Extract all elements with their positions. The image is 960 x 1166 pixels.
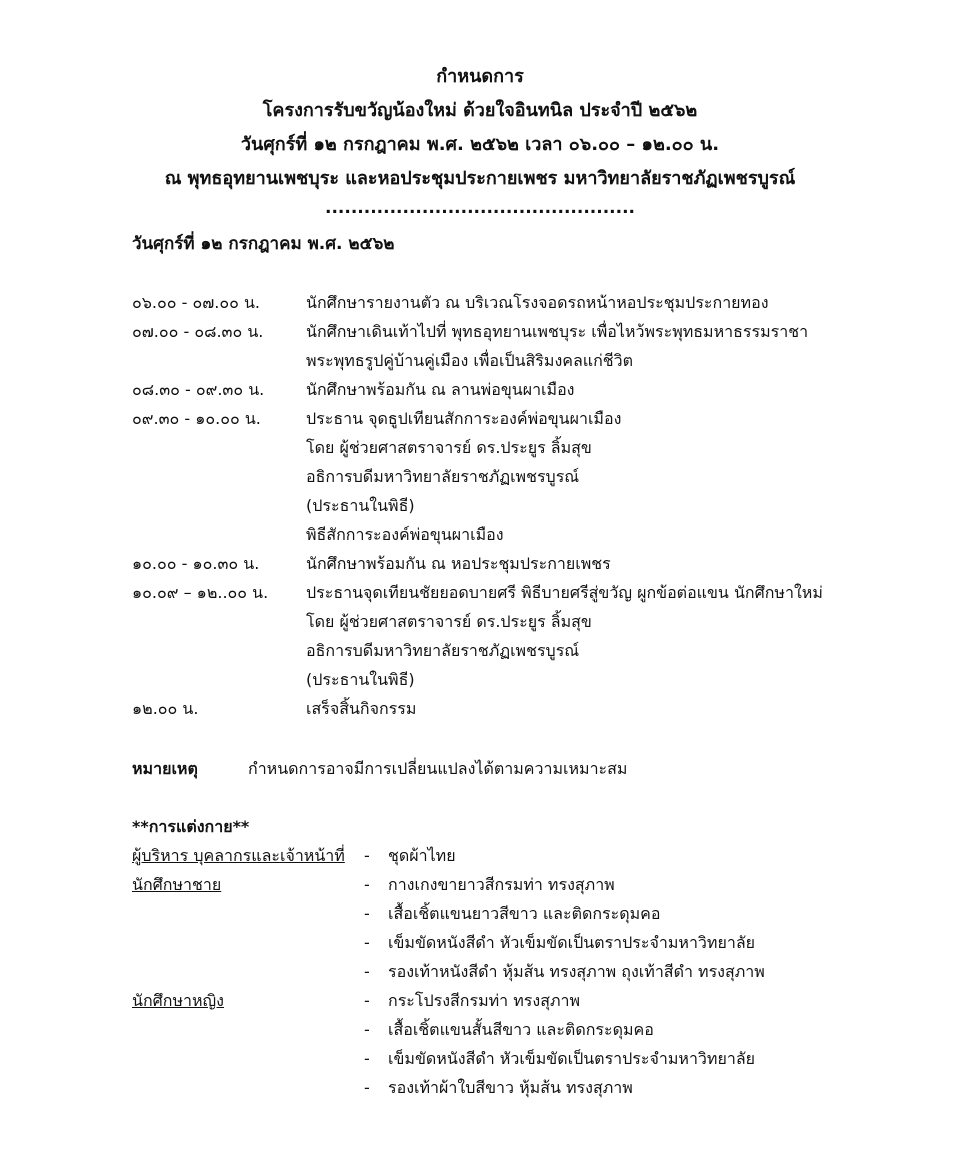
schedule-row	[132, 288, 932, 317]
schedule-description	[306, 694, 932, 723]
dotted-divider: ................................................	[325, 198, 635, 218]
dress-code-row	[132, 870, 932, 899]
schedule-line: โดย ผู้ช่วยศาสตราจารย์ ดร.ประยูร ลิ้มสุข	[306, 612, 592, 631]
dress-code-row	[132, 928, 932, 957]
schedule-time: ๐๙.๓๐ - ๑๐.๐๐ น.	[132, 409, 261, 428]
schedule-line: (ประธานในพิธี)	[306, 670, 415, 689]
schedule-line: นักศึกษาเดินเท้าไปที่ พุทธอุทยานเพชบุระ เพื่อไหว้พระพุทธมหาธรรมราชา	[306, 322, 809, 341]
schedule-row	[132, 375, 932, 404]
note-row	[132, 754, 627, 783]
schedule-line: อธิการบดีมหาวิทยาลัยราชภัฏเพชรบูรณ์	[306, 641, 580, 660]
dress-code-dash: -	[364, 846, 370, 865]
schedule-row	[132, 549, 932, 578]
dress-code-row	[132, 1073, 932, 1102]
title-line-4: ณ พุทธอุทยานเพชบุระ และหอประชุมประกายเพชร มหาวิทยาลัยราชภัฏเพชรบูรณ์	[164, 168, 796, 189]
schedule-time: ๐๖.๐๐ - ๐๗.๐๐ น.	[132, 293, 261, 312]
dress-code-item: เข็มขัดหนังสีดำ หัวเข็มขัดเป็นตราประจำมหาวิทยาลัย	[388, 933, 755, 952]
title-line-3: วันศุกร์ที่ ๑๒ กรกฎาคม พ.ศ. ๒๕๖๒ เวลา ๐๖.๐๐ – ๑๒.๐๐ น.	[240, 134, 720, 155]
dress-code-dash: -	[364, 1020, 370, 1039]
schedule-time: ๑๐.๐๙ – ๑๒..๐๐ น.	[132, 583, 269, 602]
schedule-description	[306, 375, 932, 404]
schedule-line: นักศึกษาพร้อมกัน ณ ลานพ่อขุนผาเมือง	[306, 380, 575, 399]
schedule-line: พระพุทธรูปคู่บ้านคู่เมือง เพื่อเป็นสิริมงคลแก่ชีวิต	[306, 351, 633, 370]
dress-code-item: เข็มขัดหนังสีดำ หัวเข็มขัดเป็นตราประจำมหาวิทยาลัย	[388, 1049, 755, 1068]
schedule-line: พิธีสักการะองค์พ่อขุนผาเมือง	[306, 525, 504, 544]
dress-code-dash: -	[364, 1049, 370, 1068]
schedule-line: นักศึกษารายงานตัว ณ บริเวณโรงจอดรถหน้าหอประชุมประกายทอง	[306, 293, 769, 312]
dress-code-category: ผู้บริหาร บุคลากรและเจ้าหน้าที่	[132, 846, 345, 865]
schedule-list	[132, 288, 932, 723]
dress-code-dash: -	[364, 904, 370, 923]
schedule-description	[306, 317, 932, 375]
dress-code-row	[132, 986, 932, 1015]
dress-code-item: รองเท้าหนังสีดำ หุ้มส้น ทรงสุภาพ ถุงเท้าสีดำ ทรงสุภาพ	[388, 962, 765, 981]
schedule-line: ประธานจุดเทียนชัยยอดบายศรี พิธีบายศรีสู่ขวัญ ผูกข้อต่อแขน นักศึกษาใหม่	[306, 583, 823, 602]
dress-code-item: เสื้อเชิ้ตแขนยาวสีขาว และติดกระดุมคอ	[388, 904, 661, 923]
dress-code-category: นักศึกษาหญิง	[132, 991, 224, 1010]
dress-code-item: ชุดผ้าไทย	[388, 846, 456, 865]
dress-code-dash: -	[364, 875, 370, 894]
dress-code-row	[132, 1015, 932, 1044]
schedule-line: อธิการบดีมหาวิทยาลัยราชภัฏเพชรบูรณ์	[306, 467, 580, 486]
dress-code-row	[132, 1044, 932, 1073]
date-heading: วันศุกร์ที่ ๑๒ กรกฎาคม พ.ศ. ๒๕๖๒	[132, 234, 395, 254]
schedule-row	[132, 317, 932, 375]
schedule-row	[132, 404, 932, 549]
note-text: กำหนดการอาจมีการเปลี่ยนแปลงได้ตามความเหมาะสม	[248, 759, 628, 778]
schedule-line: โดย ผู้ช่วยศาสตราจารย์ ดร.ประยูร ลิ้มสุข	[306, 438, 592, 457]
dress-code-item: เสื้อเชิ้ตแขนสั้นสีขาว และติดกระดุมคอ	[388, 1020, 654, 1039]
schedule-time: ๐๗.๐๐ - ๐๘.๓๐ น.	[132, 322, 264, 341]
schedule-time: ๐๘.๓๐ - ๐๙.๓๐ น.	[132, 380, 265, 399]
dress-code-dash: -	[364, 1078, 370, 1097]
dress-code-category: นักศึกษาชาย	[132, 875, 222, 894]
dress-code-heading: **การแต่งกาย**	[132, 817, 250, 836]
schedule-description	[306, 549, 932, 578]
schedule-description	[306, 288, 932, 317]
dress-code-row	[132, 899, 932, 928]
dress-code-dash: -	[364, 962, 370, 981]
schedule-row	[132, 578, 932, 694]
title-block	[0, 60, 960, 196]
schedule-time: ๑๒.๐๐ น.	[132, 699, 199, 718]
schedule-description	[306, 404, 932, 549]
dress-code-item: กระโปรงสีกรมท่า ทรงสุภาพ	[388, 991, 581, 1010]
dress-code-dash: -	[364, 991, 370, 1010]
dress-code-item: รองเท้าผ้าใบสีขาว หุ้มส้น ทรงสุภาพ	[388, 1078, 633, 1097]
dress-code-row	[132, 841, 932, 870]
title-line-1: กำหนดการ	[436, 66, 524, 87]
note-label: หมายเหตุ	[132, 759, 198, 778]
dress-code-row	[132, 957, 932, 986]
schedule-line: (ประธานในพิธี)	[306, 496, 415, 515]
dress-code-item: กางเกงขายาวสีกรมท่า ทรงสุภาพ	[388, 875, 615, 894]
schedule-line: นักศึกษาพร้อมกัน ณ หอประชุมประกายเพชร	[306, 554, 611, 573]
schedule-row	[132, 694, 932, 723]
schedule-time: ๑๐.๐๐ - ๑๐.๓๐ น.	[132, 554, 260, 573]
title-line-2: โครงการรับขวัญน้องใหม่ ด้วยใจอินทนิล ประจำปี ๒๕๖๒	[262, 100, 698, 121]
schedule-line: เสร็จสิ้นกิจกรรม	[306, 699, 417, 718]
schedule-line: ประธาน จุดธูปเทียนสักการะองค์พ่อขุนผาเมือง	[306, 409, 622, 428]
dress-code-list	[132, 841, 932, 1102]
schedule-description	[306, 578, 932, 694]
dress-code-dash: -	[364, 933, 370, 952]
